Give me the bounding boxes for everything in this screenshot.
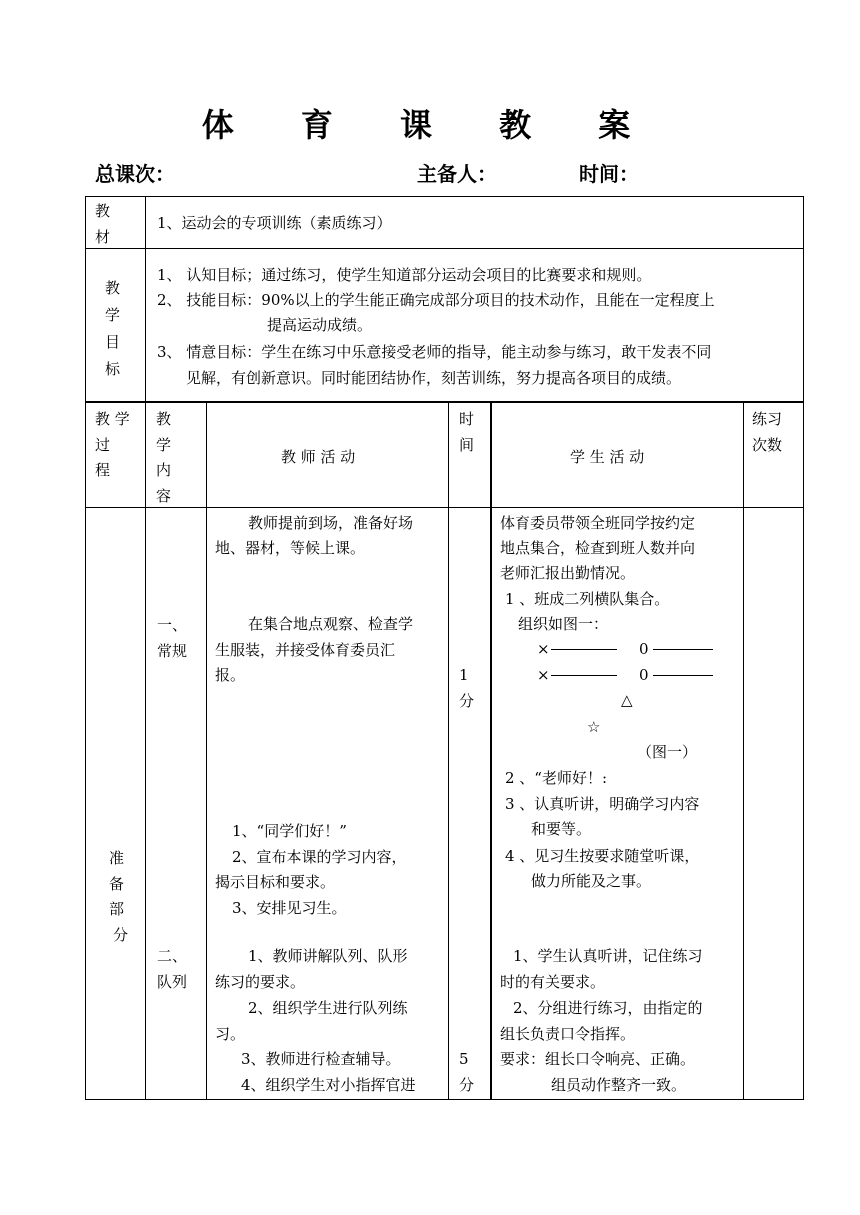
table-border-top <box>85 196 804 197</box>
row-divider-header <box>85 507 804 508</box>
row-divider-goals <box>85 401 804 403</box>
header-content: 教 学 内 容 <box>156 410 172 505</box>
zero-marker-row-2: 0 <box>639 666 649 684</box>
header-teacher-activity: 教 师 活 动 <box>281 448 356 466</box>
formation-time: 5 分 <box>459 1050 475 1094</box>
row-line <box>653 649 713 650</box>
student-marker-row-2: × <box>537 666 550 684</box>
routine-time: 1 分 <box>459 666 475 710</box>
header-time: 时 间 <box>459 410 475 454</box>
header-practice-count: 练习 次数 <box>752 410 783 454</box>
goal-line: 提高运动成绩。 <box>267 316 373 334</box>
goal-line: 1、 认知目标；通过练习，使学生知道部分运动会项目的比赛要求和规则。 <box>157 266 652 284</box>
table-border-bottom <box>85 1099 804 1100</box>
col-divider-content <box>206 402 207 1100</box>
col-divider-label <box>145 196 146 1100</box>
row-line <box>653 675 713 676</box>
header-student-activity: 学 生 活 动 <box>570 448 645 466</box>
col-divider-time <box>490 402 492 1100</box>
material-label: 教 材 <box>95 202 111 246</box>
table-border-left <box>85 196 86 1100</box>
row-divider-material <box>85 248 804 249</box>
formation-content-label: 二、 队列 <box>157 947 188 991</box>
row-line <box>551 649 617 650</box>
triangle-icon: △ <box>621 691 633 709</box>
goal-line: 2、 技能目标：90%以上的学生能正确完成部分项目的技术动作，且能在一定程度上 <box>157 291 715 309</box>
time-label: 时间： <box>579 162 639 186</box>
routine-content-label: 一、 常规 <box>157 616 188 660</box>
section-name: 准 备 部 分 <box>109 849 129 944</box>
page-title: 体 育 课 教 案 <box>201 106 659 144</box>
goal-line: 3、 情意目标：学生在练习中乐意接受老师的指导，能主动参与练习，敢干发表不同 <box>157 343 712 361</box>
col-divider-teacher <box>448 402 449 1100</box>
goal-line: 见解，有创新意识。同时能团结协作，刻苦训练，努力提高各项目的成绩。 <box>186 369 682 387</box>
header-process: 教 学 过 程 <box>95 410 130 479</box>
star-icon: ☆ <box>587 718 601 736</box>
material-content: 1、运动会的专项训练（素质练习） <box>157 214 392 232</box>
zero-marker-row-1: 0 <box>639 640 649 658</box>
preparer-label: 主备人： <box>417 162 497 186</box>
header-info <box>95 158 815 188</box>
col-divider-student <box>743 402 744 1100</box>
total-lessons-label: 总课次： <box>95 162 175 186</box>
student-marker-row-1: × <box>537 640 550 658</box>
row-line <box>551 675 617 676</box>
goals-label: 教 学 目 标 <box>105 279 121 378</box>
table-border-right <box>803 196 804 1100</box>
